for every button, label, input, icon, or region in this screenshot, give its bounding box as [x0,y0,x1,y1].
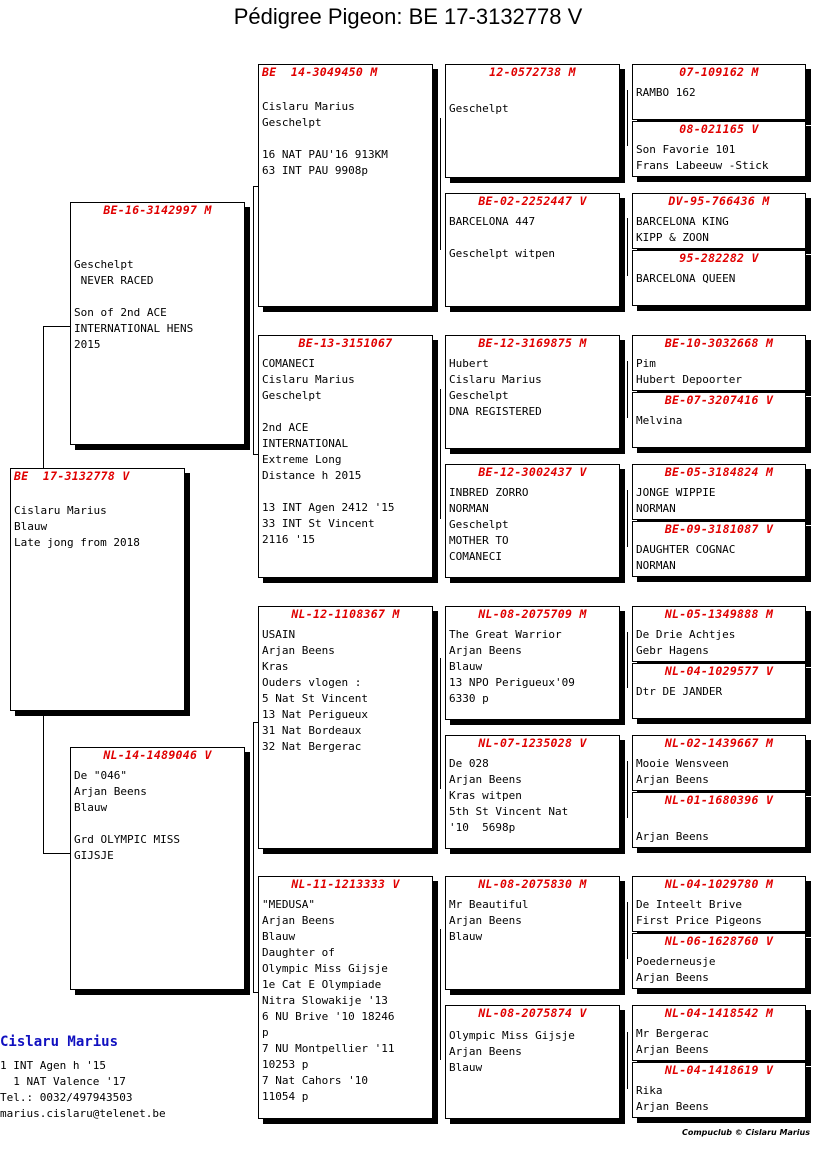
pedigree-box-ddd[interactable] [445,1005,620,1119]
ring-number: BE-10-3032668 M [664,336,774,350]
pedigree-box-sds[interactable] [445,335,620,449]
ring-number: NL-04-1029780 M [664,877,774,891]
pedigree-box-subject[interactable] [10,468,185,711]
pedigree-box-dsd[interactable] [445,735,620,849]
connector [253,722,254,992]
ring-number: BE-05-3184824 M [664,465,774,479]
pigeon-details: RAMBO 162 [636,86,696,99]
ring-number: BE-09-3181087 V [664,522,774,536]
ring-number: NL-02-1439667 M [664,736,774,750]
ring-number: 08-021165 V [679,122,759,136]
ring-number: NL-04-1418619 V [664,1063,774,1077]
pigeon-details: Geschelpt [449,102,509,115]
pedigree-box-g7[interactable] [632,464,806,520]
pedigree-box-g5[interactable] [632,335,806,391]
pedigree-box-dam-sire[interactable] [258,606,433,849]
ring-number: BE-07-3207416 V [664,393,774,407]
connector [440,389,441,519]
connector [627,218,628,276]
connector [43,853,70,854]
pigeon-details: USAIN Arjan Beens Kras Ouders vlogen : 5 Nat St Vincent 13 Nat Perigueux 31 Nat Bordeaux 32 Nat Bergerac [262,628,368,753]
pigeon-details: Hubert Cislaru Marius Geschelpt DNA REGISTERED [449,357,542,418]
connector [253,186,254,454]
pedigree-box-g11[interactable] [632,735,806,791]
pedigree-box-g16[interactable] [632,1062,806,1118]
pedigree-box-g10[interactable] [632,663,806,719]
pigeon-details: Cislaru Marius Geschelpt 16 NAT PAU'16 913KM 63 INT PAU 9908p [262,100,388,177]
pigeon-details: Melvina [636,414,683,427]
pigeon-details: The Great Warrior Arjan Beens Blauw 13 NPO Perigueux'09 6330 p [449,628,575,705]
ring-number: NL-04-1029577 V [664,664,774,678]
pedigree-box-sire-sire[interactable] [258,64,433,307]
pigeon-details: Son Favorie 101 Frans Labeeuw -Stick [636,143,769,172]
ring-number: NL-08-2075709 M [478,607,587,621]
connector [627,902,628,959]
ring-number: BE-16-3142997 M [103,203,212,217]
footer-credit: Compuclub © Cislaru Marius [681,1128,810,1137]
pigeon-details: De "046" Arjan Beens Blauw Grd OLYMPIC MISS GIJSJE [74,769,180,862]
pedigree-box-g2[interactable] [632,121,806,177]
pigeon-details: De Drie Achtjes Gebr Hagens [636,628,736,657]
connector [440,118,441,250]
pedigree-box-g15[interactable] [632,1005,806,1061]
ring-number: BE 17-3132778 V [14,469,130,483]
ring-number: NL-06-1628760 V [664,934,774,948]
pedigree-box-dss[interactable] [445,606,620,720]
pigeon-details: Arjan Beens [636,830,709,843]
ring-number: BE-12-3002437 V [478,465,587,479]
ring-number: NL-05-1349888 M [664,607,774,621]
pigeon-details: DAUGHTER COGNAC NORMAN [636,543,736,572]
connector [440,658,441,789]
pigeon-details: Mr Bergerac Arjan Beens [636,1027,709,1056]
breeder-name: Cislaru Marius [0,1034,119,1050]
ring-number: DV-95-766436 M [668,194,770,208]
pedigree-box-sire-dam[interactable] [258,335,433,578]
ring-number: NL-08-2075874 V [478,1006,587,1020]
pigeon-details: Mr Beautiful Arjan Beens Blauw [449,898,529,943]
pigeon-details: Cislaru Marius Blauw Late jong from 2018 [14,504,140,549]
pedigree-box-sss[interactable] [445,64,620,178]
pedigree-box-dds[interactable] [445,876,620,990]
ring-number: BE-13-3151067 [298,336,393,350]
pedigree-box-g8[interactable] [632,521,806,577]
connector [627,761,628,818]
connector [627,490,628,547]
pedigree-box-g12[interactable] [632,792,806,848]
ring-number: NL-01-1680396 V [664,793,774,807]
pedigree-box-sdd[interactable] [445,464,620,578]
pedigree-box-ssd[interactable] [445,193,620,307]
page-title: Pédigree Pigeon: BE 17-3132778 V [233,4,583,29]
connector [43,326,70,327]
ring-number: 12-0572738 M [489,65,576,79]
pedigree-box-g6[interactable] [632,392,806,448]
ring-number: NL-07-1235028 V [478,736,587,750]
pigeon-details: Mooie Wensveen Arjan Beens [636,757,729,786]
pigeon-details: Rika Arjan Beens [636,1084,709,1113]
ring-number: 95-282282 V [679,251,759,265]
pedigree-box-g4[interactable] [632,250,806,306]
pigeon-details: Pim Hubert Depoorter [636,357,742,386]
ring-number: BE-12-3169875 M [478,336,587,350]
pigeon-details: Dtr DE JANDER [636,685,723,698]
connector [43,712,44,853]
ring-number: NL-04-1418542 M [664,1006,774,1020]
pigeon-details: "MEDUSA" Arjan Beens Blauw Daughter of Olympic Miss Gijsje 1e Cat E Olympiade Nitra Slowakije '13 6 NU Brive '10 18246 p 7 NU Montpellier '11 10253 p 7 Nat Cahors '10 11054 p [262,898,395,1103]
pigeon-details: INBRED ZORRO NORMAN Geschelpt MOTHER TO COMANECI [449,486,529,563]
pigeon-details: BARCELONA 447 Geschelpt witpen [449,215,555,260]
ring-number: NL-08-2075830 M [478,877,587,891]
pigeon-details: COMANECI Cislaru Marius Geschelpt 2nd ACE INTERNATIONAL Extreme Long Distance h 2015 13 INT Agen 2412 '15 33 INT St Vincent 2116 '15 [262,357,395,546]
connector [627,90,628,146]
ring-number: BE-02-2252447 V [478,194,587,208]
pigeon-details: De Inteelt Brive First Price Pigeons [636,898,762,927]
ring-number: BE 14-3049450 M [262,65,378,79]
pigeon-details: JONGE WIPPIE NORMAN [636,486,716,515]
connector [43,326,44,470]
connector [627,361,628,418]
ring-number: NL-14-1489046 V [103,748,212,762]
pigeon-details: BARCELONA QUEEN [636,272,736,285]
pigeon-details: Poederneusje Arjan Beens [636,955,716,984]
connector [627,1032,628,1089]
connector [627,632,628,688]
pedigree-box-sire[interactable] [70,202,245,445]
pigeon-details: De 028 Arjan Beens Kras witpen 5th St Vincent Nat '10 5698p [449,757,569,834]
pigeon-details: Olympic Miss Gijsje Arjan Beens Blauw [449,1029,575,1074]
pedigree-box-g14[interactable] [632,933,806,989]
ring-number: NL-11-1213333 V [291,877,400,891]
pedigree-box-g9[interactable] [632,606,806,662]
pedigree-box-dam[interactable] [70,747,245,990]
pedigree-box-dam-dam[interactable] [258,876,433,1119]
pedigree-box-g1[interactable] [632,64,806,120]
pigeon-details: Geschelpt NEVER RACED Son of 2nd ACE INTERNATIONAL HENS 2015 [74,258,194,351]
pedigree-box-g3[interactable] [632,193,806,249]
pedigree-box-g13[interactable] [632,876,806,932]
connector [440,929,441,1060]
ring-number: NL-12-1108367 M [291,607,400,621]
ring-number: 07-109162 M [679,65,759,79]
pigeon-details: BARCELONA KING KIPP & ZOON [636,215,729,244]
breeder-contact: 1 INT Agen h '15 1 NAT Valence '17 Tel.: 0032/497943503 marius.cislaru@telenet.be [0,1059,166,1120]
